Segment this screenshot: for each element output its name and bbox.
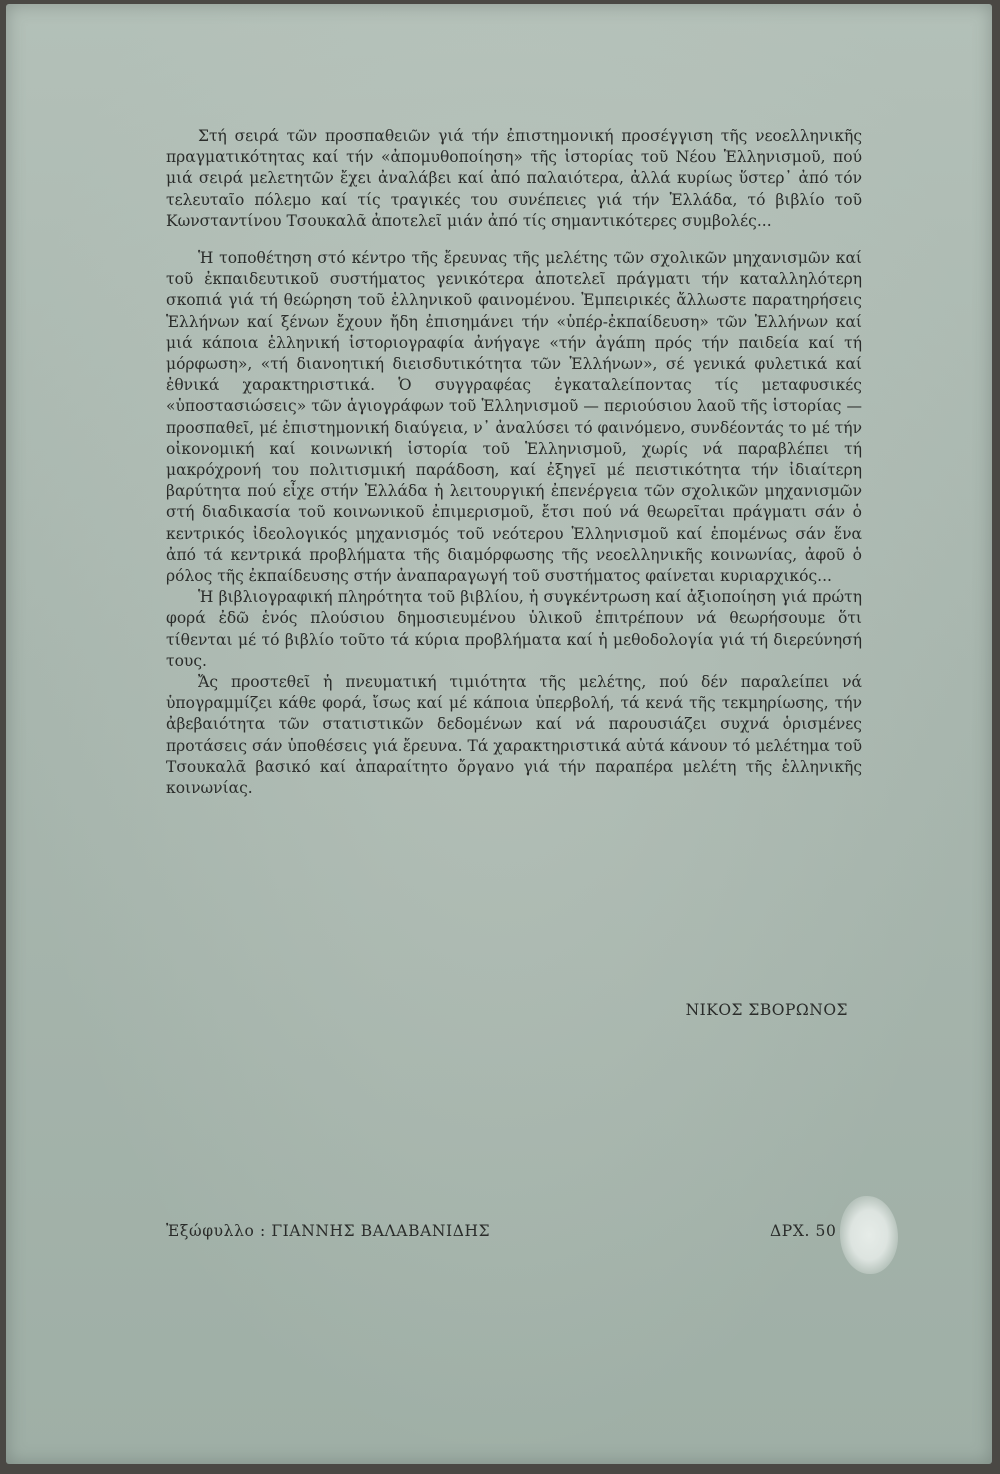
paragraph-4: Ἄς προστεθεῖ ἡ πνευματική τιμιότητα τῆς μελέτης, πού δέν παραλείπει νά ὑπογραμμίζει κάθε φορά, ἴσως καί μέ κάποια ὑπερβολή, τά κενά τῆς τεκμηρίωσης, τήν ἀβεβαιότητα τῶν στατιστικῶν δεδομένων καί νά παρουσιάζει συχνά ὁρισμένες προτάσεις σάν ὑποθέσεις γιά ἔρευνα. Τά χαρακτηριστικά αὐτά κάνουν τό μελέτημα τοῦ Τσουκαλᾶ βασικό καί ἀπαραίτητο ὄργανο γιά τήν παραπέρα μελέτη τῆς ἑλληνικῆς κοινωνίας.: [166, 673, 862, 798]
cover-credit: Ἐξώφυλλο : ΓΙΑΝΝΗΣ ΒΑΛΑΒΑΝΙΔΗΣ: [166, 1222, 491, 1240]
price-label: ΔΡΧ. 50: [770, 1222, 837, 1240]
author-signature: ΝΙΚΟΣ ΣΒΟΡΩΝΟΣ: [685, 1001, 848, 1019]
paragraph-2: Ἡ τοποθέτηση στό κέντρο τῆς ἔρευνας τῆς μελέτης τῶν σχολικῶν μηχανισμῶν καί τοῦ ἐκπαιδευτικοῦ συστήματος γενικότερα ἀποτελεῖ πράγματι τήν καταλληλότερη σκοπιά γιά τή θεώρηση τοῦ ἑλληνικοῦ φαινομένου. Ἐμπειρικές ἄλλωστε παρατηρήσεις Ἑλλήνων καί ξένων ἔχουν ἤδη ἐπισημάνει τήν «ὑπέρ-ἐκπαίδευση» τῶν Ἑλλήνων καί μιά κάποια ἑλληνική ἱστοριογραφία ἀνήγαγε «τήν ἀγάπη πρός τήν παιδεία καί τή μόρφωση», «τή διανοητική διεισδυτικότητα τῶν Ἑλλήνων», σέ γενικά φυλετικά καί ἐθνικά χαρακτηριστικά. Ὁ συγγραφέας ἐγκαταλείποντας τίς μεταφυσικές «ὑποστασιώσεις» τῶν ἁγιογράφων τοῦ Ἑλληνισμοῦ — περιούσιου λαοῦ τῆς ἱστορίας — προσπαθεῖ, μέ ἐπιστημονική διαύγεια, ν᾿ ἀναλύσει τό φαινόμενο, συνδέοντάς το μέ τήν οἰκονομική καί κοινωνική ἱστορία τοῦ Ἑλληνισμοῦ, χωρίς νά παραβλέπει τή μακρόχρονή του πολιτισμική παράδοση, καί ἐξηγεῖ μέ πειστικότητα τήν ἰδιαίτερη βαρύτητα πού εἶχε στήν Ἑλλάδα ἡ λειτουργική ἐπενέργεια τῶν σχολικῶν μηχανισμῶν στή διαδικασία τοῦ κοινωνικοῦ ἐπιμερισμοῦ, ἔτσι πού νά θεωρεῖται πράγματι σάν ὁ κεντρικός ἰδεολογικός μηχανισμός τοῦ νεότερου Ἑλληνισμοῦ καί ἑπομένως σάν ἕνα ἀπό τά κεντρικά προβλήματα τῆς διαμόρφωσης τῆς νεοελληνικῆς κοινωνίας, ἀφοῦ ὁ ρόλος τῆς ἐκπαίδευσης στήν ἀναπαραγωγή τοῦ συστήματος φαίνεται κυριαρχικός...: [166, 249, 862, 586]
paper-stain: [840, 1196, 898, 1274]
paragraph-3: Ἡ βιβλιογραφική πληρότητα τοῦ βιβλίου, ἡ συγκέντρωση καί ἀξιοποίηση γιά πρώτη φορά ἐδῶ ἑνός πλούσιου δημοσιευμένου ὑλικοῦ ἐπιτρέπουν νά θεωρήσουμε ὅτι τίθενται μέ τό βιβλίο τοῦτο τά κύρια προβλήματα καί ἡ μεθοδολογία γιά τή διερεύνησή τους.: [166, 588, 862, 670]
back-cover: [6, 4, 992, 1464]
paragraph-1: Στή σειρά τῶν προσπαθειῶν γιά τήν ἐπιστημονική προσέγγιση τῆς νεοελληνικῆς πραγματικότητας καί τήν «ἀπομυθοποίηση» τῆς ἱστορίας τοῦ Νέου Ἑλληνισμοῦ, πού μιά σειρά μελετητῶν ἔχει ἀναλάβει καί ἀπό παλαιότερα, ἀλλά κυρίως ὕστερ᾿ ἀπό τόν τελευταῖο πόλεμο καί τίς τραγικές του συνέπειες γιά τήν Ἑλλάδα, τό βιβλίο τοῦ Κωνσταντίνου Τσουκαλᾶ ἀποτελεῖ μιάν ἀπό τίς σημαντικότερες συμβολές...: [166, 127, 862, 230]
blurb-text: [166, 126, 862, 799]
